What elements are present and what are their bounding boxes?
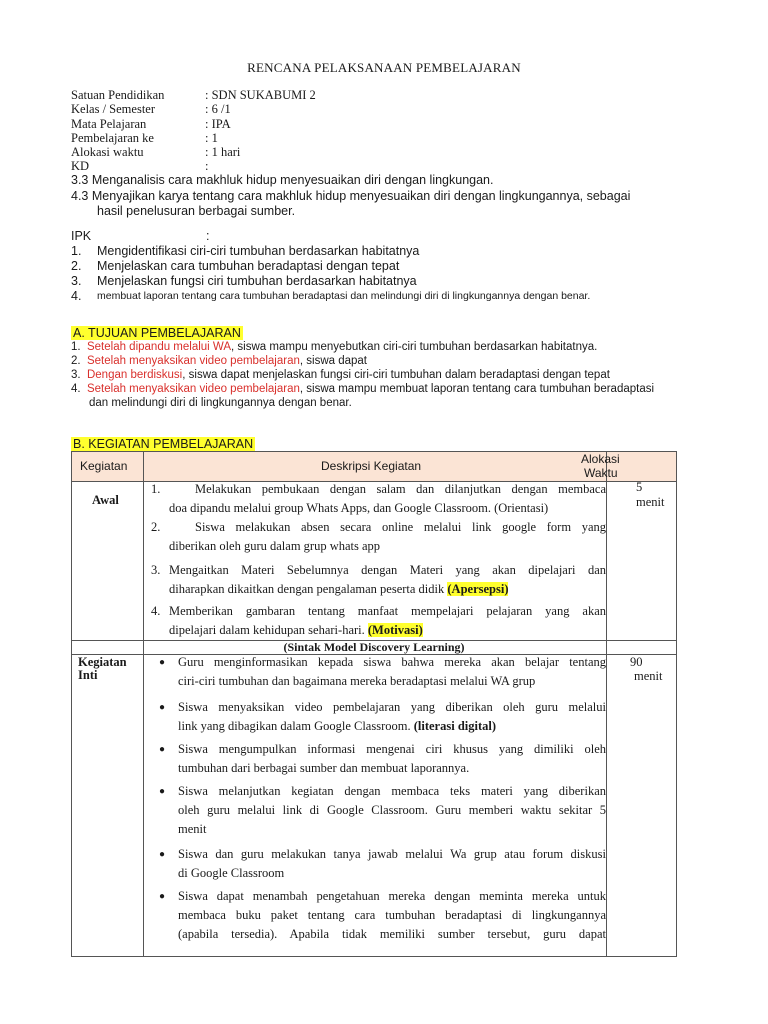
identity-value: : SDN SUKABUMI 2 — [205, 88, 316, 102]
time-awal-unit: menit — [636, 495, 665, 509]
ipk-colon: : — [206, 229, 210, 243]
identity-value: : 1 hari — [205, 145, 241, 159]
inti-item: Siswa menyaksikan video pembelajaran yang diberikan oleh guru melalui link yang dibagikan dalam Google Classroom. (literasi digital) — [178, 700, 606, 733]
time-inti-unit: menit — [634, 669, 663, 683]
header-kegiatan: Kegiatan — [80, 459, 128, 473]
inti-item: Siswa mengumpulkan informasi mengenai ciri khusus yang dimiliki oleh tumbuhan dari berbagai sumber dan membuat laporannya. — [178, 742, 606, 775]
header-waktu: Waktu — [584, 466, 618, 480]
ipk-item: Menjelaskan cara tumbuhan beradaptasi dengan tepat — [97, 259, 400, 273]
inti-item: Guru menginformasikan kepada siswa bahwa mereka akan belajar tentang ciri-ciri tumbuhan dan bagaimana mereka beradaptasi melalui WA grup — [178, 655, 606, 688]
row-label-awal: Awal — [92, 493, 119, 507]
row-label-inti: Kegiatan — [78, 655, 127, 669]
tujuan-item: 3. Dengan berdiskusi, siswa dapat menjelaskan fungsi ciri-ciri tumbuhan dalam beradaptasi dengan tepat — [71, 369, 610, 381]
bullet-icon: ● — [159, 702, 166, 713]
identity-label: Mata Pelajaran — [71, 117, 147, 131]
list-num: 1. — [151, 482, 161, 496]
identity-label: Kelas / Semester — [71, 102, 156, 116]
time-inti: 90 — [630, 655, 643, 669]
header-deskripsi: Deskripsi Kegiatan — [321, 459, 422, 473]
list-num: 3. — [151, 563, 161, 577]
inti-item: Siswa melanjutkan kegiatan dengan membaca teks materi yang diberikan oleh guru melalui link di Google Classroom. Guru memberi waktu sekitar 5 menit — [178, 784, 606, 836]
awal-item: Memberikan gambaran tentang manfaat mempelajari pelajaran yang akan dipelajari dalam kehidupan sehari-hari. (Motivasi) — [169, 604, 606, 637]
bullet-icon: ● — [159, 891, 166, 902]
section-heading-kegiatan: B. KEGIATAN PEMBELAJARAN — [73, 437, 254, 451]
ipk-num: 1. — [71, 244, 82, 258]
column-divider — [606, 451, 607, 957]
ipk-num: 3. — [71, 274, 82, 288]
page-title: RENCANA PELAKSANAAN PEMBELAJARAN — [247, 60, 521, 75]
section-heading-tujuan: A. TUJUAN PEMBELAJARAN — [73, 326, 241, 340]
identity-value: : IPA — [205, 117, 231, 131]
kd-line: hasil penelusuran berbagai sumber. — [97, 204, 296, 218]
header-alokasi: Alokasi — [581, 452, 620, 466]
ipk-num: 2. — [71, 259, 82, 273]
bullet-icon: ● — [159, 744, 166, 755]
awal-item: Melakukan pembukaan dengan salam dan dilanjutkan dengan membaca doa dipandu melalui group Whats Apps, dan Google Classroom. (Orientasi) — [169, 482, 606, 515]
kd-line: 4.3 Menyajikan karya tentang cara makhluk hidup menyesuaikan diri dengan lingkungannya, sebagai — [71, 189, 631, 203]
list-num: 4. — [151, 604, 161, 618]
ipk-item: Menjelaskan fungsi ciri tumbuhan berdasarkan habitatnya — [97, 274, 417, 288]
identity-value: : 6 /1 — [205, 102, 231, 116]
identity-value: : — [205, 159, 209, 173]
tujuan-item: 2. Setelah menyaksikan video pembelajaran, siswa dapat — [71, 355, 367, 367]
tujuan-item: 1. Setelah dipandu melalui WA, siswa mampu menyebutkan ciri-ciri tumbuhan berdasarkan habitatnya. — [71, 341, 598, 353]
identity-label: Satuan Pendidikan — [71, 88, 165, 102]
ipk-item: Mengidentifikasi ciri-ciri tumbuhan berdasarkan habitatnya — [97, 244, 420, 258]
identity-label: KD — [71, 159, 90, 173]
ipk-label: IPK — [71, 229, 92, 243]
tujuan-item: 4. Setelah menyaksikan video pembelajaran, siswa mampu membuat laporan tentang cara tumbuhan beradaptasi — [71, 383, 655, 395]
inti-item: Siswa dapat menambah pengetahuan mereka dengan meminta mereka untuk membaca buku paket tentang cara tumbuhan beradaptasi di lingkungannya (apabila tersedia). Apabila tidak memiliki sumber tersebut, guru dapat — [178, 889, 606, 941]
bullet-icon: ● — [159, 786, 166, 797]
inti-item: Siswa dan guru melakukan tanya jawab melalui Wa grup atau forum diskusi di Google Classroom — [178, 847, 606, 880]
column-divider — [143, 451, 144, 957]
awal-item: Mengaitkan Materi Sebelumnya dengan Materi yang akan dipelajari dan diharapkan dikaitkan dengan pengalaman peserta didik (Apersepsi) — [169, 563, 606, 596]
ipk-num: 4. — [71, 289, 82, 303]
bullet-icon: ● — [159, 849, 166, 860]
time-awal: 5 — [636, 480, 643, 494]
ipk-item: membuat laporan tentang cara tumbuhan beradaptasi dan melindungi diri di lingkungannya dengan benar. — [97, 290, 591, 302]
row-label-inti-2: Inti — [78, 668, 98, 682]
identity-label: Pembelajaran ke — [71, 131, 154, 145]
identity-label: Alokasi waktu — [71, 145, 144, 159]
bullet-icon: ● — [159, 657, 166, 668]
kd-line: 3.3 Menganalisis cara makhluk hidup menyesuaikan diri dengan lingkungan. — [71, 173, 494, 187]
sintak-label: (Sintak Model Discovery Learning) — [283, 640, 465, 654]
tujuan-item-cont: dan melindungi diri di lingkungannya dengan benar. — [89, 397, 352, 409]
awal-item: Siswa melakukan absen secara online melalui link google form yang diberikan oleh guru dalam grup whats app — [169, 520, 606, 553]
list-num: 2. — [151, 520, 161, 534]
identity-value: : 1 — [205, 131, 218, 145]
